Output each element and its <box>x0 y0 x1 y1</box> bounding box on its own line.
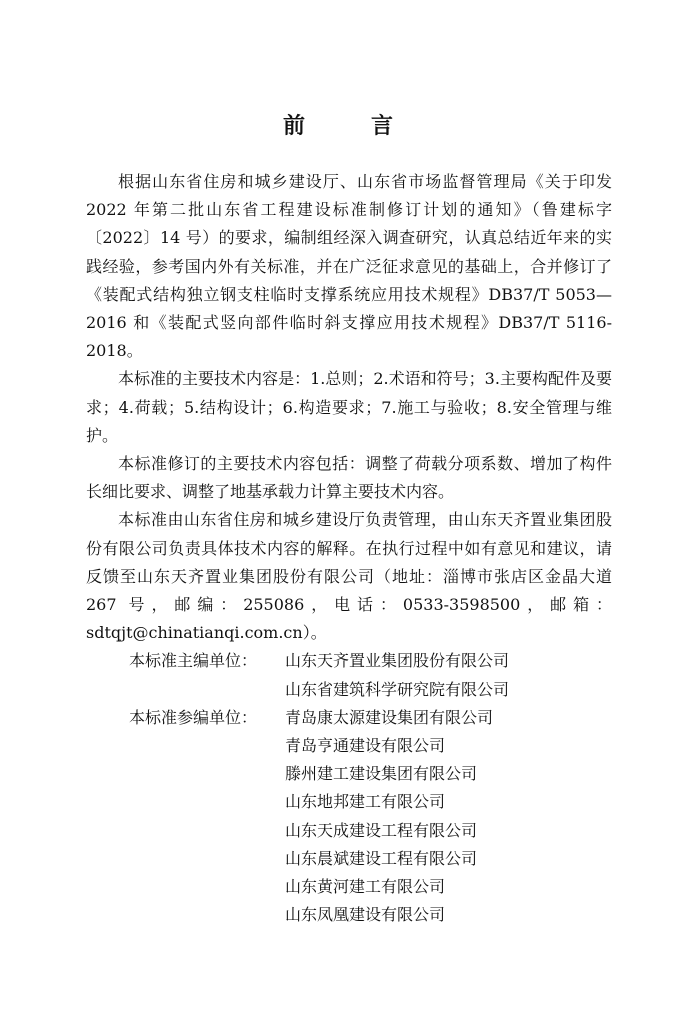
participating-editor-section <box>86 704 612 930</box>
participating-editor-label: 本标准参编单位： <box>129 707 258 727</box>
chief-editor-list <box>285 647 612 703</box>
paragraph-main-content: 本标准的主要技术内容是：1.总则；2.术语和符号；3.主要构配件及要求；4.荷载；5.结构设计；6.构造要求；7.施工与验收；8.安全管理与维护。 <box>86 369 612 445</box>
participating-editor-unit: 山东天成建设工程有限公司 <box>285 820 478 840</box>
chief-editor-unit: 山东省建筑科学研究院有限公司 <box>285 679 510 699</box>
paragraph-revision-content: 本标准修订的主要技术内容包括：调整了荷载分项系数、增加了构件长细比要求、调整了地基承载力计算主要技术内容。 <box>86 454 612 502</box>
participating-editor-unit: 山东黄河建工有限公司 <box>285 877 446 897</box>
paragraph-management: 本标准由山东省住房和城乡建设厅负责管理，由山东天齐置业集团股份有限公司负责具体技术内容的解释。在执行过程中如有意见和建议，请反馈至山东天齐置业集团股份有限公司（地址：淄博市张店区金晶大道 267 号，邮编：255086，电话：0533-3598500，邮箱：sdtqjt@chinatianqi.com.cn）。 <box>86 510 612 643</box>
page-title: 前 言 <box>282 114 415 139</box>
participating-editor-unit: 山东晨斌建设工程有限公司 <box>285 848 478 868</box>
document-body <box>86 168 612 929</box>
chief-editor-section <box>86 647 612 703</box>
participating-editor-unit: 滕州建工建设集团有限公司 <box>285 764 478 784</box>
participating-editor-list <box>285 704 612 930</box>
participating-editor-unit: 山东地邦建工有限公司 <box>285 792 446 812</box>
participating-editor-unit: 山东凤凰建设有限公司 <box>285 905 446 925</box>
paragraph-background: 根据山东省住房和城乡建设厅、山东省市场监督管理局《关于印发 2022 年第二批山东省工程建设标准制修订计划的通知》（鲁建标字〔2022〕14 号）的要求，编制组经深入调查研究，认真总结近年来的实践经验，参考国内外有关标准，并在广泛征求意见的基础上，合并修订了《装配式结构独立钢支柱临时支撑系统应用技术规程》DB37/T 5053—2016 和《装配式竖向部件临时斜支撑应用技术规程》DB37/T 5116-2018。 <box>86 172 612 361</box>
chief-editor-label: 本标准主编单位： <box>129 651 258 671</box>
participating-editor-unit: 青岛亨通建设有限公司 <box>285 736 446 756</box>
participating-editor-unit: 青岛康太源建设集团有限公司 <box>285 707 494 727</box>
chief-editor-unit: 山东天齐置业集团股份有限公司 <box>285 651 510 671</box>
document-page <box>86 0 612 1016</box>
